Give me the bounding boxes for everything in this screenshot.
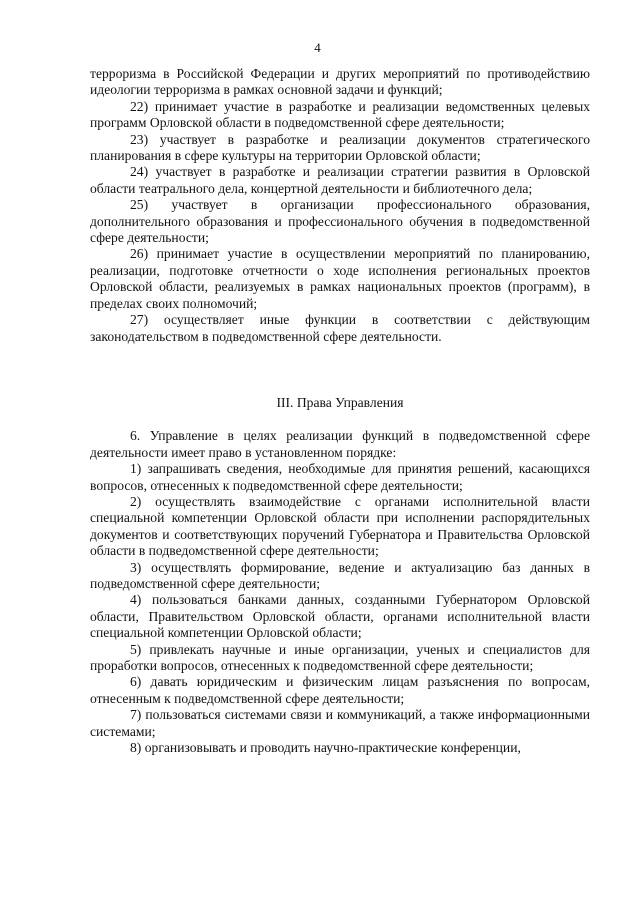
section-intro-paragraph: 6. Управление в целях реализации функций в подведомственной сфере деятельности имеет право в установленном порядке:	[90, 428, 590, 460]
list-item-26: 26) принимает участие в осуществлении мероприятий по планированию, реализации, подготовке отчетности о ходе исполнения региональных проектов Орловской области, реализуемых в рамках национальных проектов (программ), в пределах своих полномочий;	[90, 246, 590, 311]
document-body	[90, 66, 590, 756]
right-item-5: 5) привлекать научные и иные организации, ученых и специалистов для проработки вопросов, отнесенных к подведомственной сфере деятельности;	[90, 641, 590, 673]
section-heading: III. Права Управления	[276, 394, 404, 410]
list-item-22: 22) принимает участие в разработке и реализации ведомственных целевых программ Орловской области в подведомственной сфере деятельности;	[90, 98, 590, 131]
right-item-6: 6) давать юридическим и физическим лицам разъяснения по вопросам, отнесенным к подведомственной сфере деятельности;	[90, 674, 590, 706]
right-item-7: 7) пользоваться системами связи и коммуникаций, а также информационными системами;	[90, 707, 590, 739]
page-number: 4	[314, 40, 321, 55]
list-item-23: 23) участвует в разработке и реализации документов стратегического планирования в сфере культуры на территории Орловской области;	[90, 131, 590, 164]
right-item-1: 1) запрашивать сведения, необходимые для принятия решений, касающихся вопросов, отнесенных к подведомственной сфере деятельности;	[90, 461, 590, 493]
right-item-4: 4) пользоваться банками данных, созданными Губернатором Орловской области, Правительством Орловской области, органами исполнительной власти специальной компетенции Орловской области;	[90, 592, 590, 641]
right-item-3: 3) осуществлять формирование, ведение и актуализацию баз данных в подведомственной сфере деятельности;	[90, 559, 590, 591]
paragraph-continuation: терроризма в Российской Федерации и других мероприятий по противодействию идеологии терроризма в рамках основной задачи и функций;	[90, 66, 590, 98]
list-item-24: 24) участвует в разработке и реализации стратегии развития в Орловской области театрального дела, концертной деятельности и библиотечного дела;	[90, 164, 590, 196]
list-item-25: 25) участвует в организации профессионального образования, дополнительного образования и профессионального обучения в подведомственной сфере деятельности;	[90, 197, 590, 246]
right-item-2: 2) осуществлять взаимодействие с органами исполнительной власти специальной компетенции Орловской области при исполнении распорядительных документов и соответствующих поручений Губернатора и Правительства Орловской области в подведомственной сфере деятельности;	[90, 493, 590, 559]
right-item-8: 8) организовывать и проводить научно-практические конференции,	[130, 740, 521, 756]
list-item-27: 27) осуществляет иные функции в соответствии с действующим законодательством в подведомственной сфере деятельности.	[90, 312, 590, 344]
